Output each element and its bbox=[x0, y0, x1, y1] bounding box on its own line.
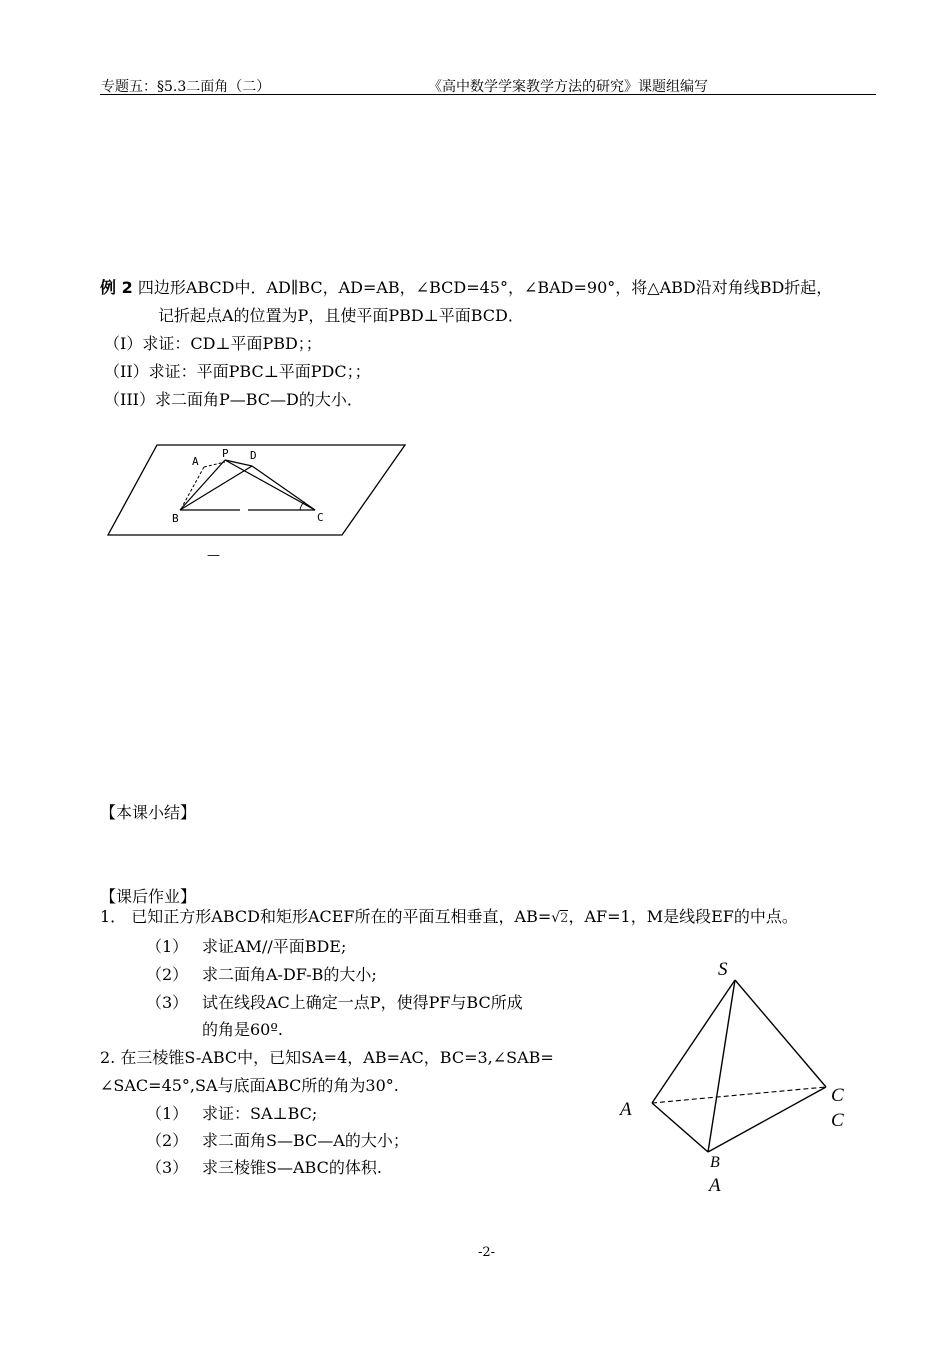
figure-pyramid-diagram bbox=[600, 955, 870, 1200]
homework-p2-line2: ∠SAC=45°,SA与底面ABC所的角为30°. bbox=[100, 1076, 399, 1095]
edge-sc bbox=[735, 980, 826, 1087]
segment-dc bbox=[252, 466, 315, 510]
example2-q3: （III）求二面角P—BC—D的大小． bbox=[104, 390, 363, 409]
p1-item2-num: （2） bbox=[146, 965, 189, 984]
p2-item1-num: （1） bbox=[146, 1104, 189, 1123]
segment-bd bbox=[180, 466, 252, 510]
edge-sa bbox=[652, 980, 735, 1103]
example2-text1: 四边形ABCD中．AD∥BC，AD=AB，∠BCD=45°，∠BAD=90°，将△ABD沿对角线BD折起， bbox=[137, 278, 833, 297]
segment-pd bbox=[225, 460, 252, 466]
example2-q1: （I）求证：CD⊥平面PBD；； bbox=[104, 334, 322, 353]
homework-p2-line1: 2. 在三棱锥S-ABC中，已知SA=4，AB=AC，BC=3,∠SAB= bbox=[100, 1048, 554, 1067]
p2-item1-text: 求证：SA⊥BC; bbox=[202, 1104, 318, 1123]
label-a-duplicate: A bbox=[709, 1175, 721, 1196]
p2-item2-num: （2） bbox=[146, 1131, 189, 1150]
label-b-vertex: B bbox=[710, 1154, 720, 1171]
p1-item3-cont: 的角是60º. bbox=[202, 1020, 283, 1039]
p2-item3-num: （3） bbox=[146, 1158, 189, 1177]
homework-p1-line bbox=[100, 907, 798, 929]
label-a-vertex: A bbox=[620, 1099, 632, 1120]
example2-q2: （II）求证：平面PBC⊥平面PDC；； bbox=[104, 362, 371, 381]
label-b: B bbox=[172, 512, 179, 525]
label-c-vertex: C bbox=[831, 1085, 844, 1106]
sqrt-radicand: 2 bbox=[560, 911, 569, 926]
sqrt-symbol: √ bbox=[551, 910, 561, 926]
p1-item1-text: 求证AM//平面BDE; bbox=[202, 937, 347, 956]
figure-fold-diagram bbox=[100, 435, 415, 575]
p1-item3-num: （3） bbox=[146, 993, 189, 1012]
summary-title: 【本课小结】 bbox=[100, 803, 197, 822]
example2-line1 bbox=[100, 278, 832, 298]
label-p: P bbox=[222, 447, 229, 460]
edge-ab bbox=[652, 1103, 708, 1152]
page-number: -2- bbox=[478, 1245, 496, 1260]
segment-bp bbox=[180, 460, 225, 510]
edge-sb bbox=[708, 980, 735, 1152]
homework-title: 【课后作业】 bbox=[100, 887, 197, 906]
segment-pc bbox=[225, 460, 315, 510]
label-d: D bbox=[250, 449, 257, 462]
header-rule bbox=[100, 94, 876, 95]
p2-item3-text: 求三棱锥S—ABC的体积. bbox=[202, 1158, 382, 1177]
figure1-below-mark: — bbox=[207, 548, 220, 563]
p1-item1-num: （1） bbox=[146, 937, 189, 956]
p1-item3-text: 试在线段AC上确定一点P，使得PF与BC所成 bbox=[202, 993, 523, 1012]
example2-line2: 记折起点A的位置为P，且使平面PBD⊥平面BCD． bbox=[158, 306, 524, 325]
homework-p1-lead: 1． 已知正方形ABCD和矩形ACEF所在的平面互相垂直，AB= bbox=[100, 907, 552, 926]
header-right: 《高中数学学案教学方法的研究》课题组编写 bbox=[428, 79, 708, 95]
label-c: C bbox=[317, 511, 324, 524]
p2-item2-text: 求二面角S—BC—A的大小； bbox=[202, 1131, 409, 1150]
label-c-duplicate: C bbox=[831, 1110, 844, 1131]
p1-item2-text: 求二面角A-DF-B的大小; bbox=[202, 965, 377, 984]
homework-p1-tail: ，AF=1，M是线段EF的中点。 bbox=[568, 907, 798, 926]
header-left: 专题五：§5.3二面角（二） bbox=[101, 79, 271, 95]
label-s: S bbox=[718, 959, 728, 980]
example2-label: 例 2 bbox=[100, 278, 133, 297]
label-a: A bbox=[192, 455, 199, 468]
